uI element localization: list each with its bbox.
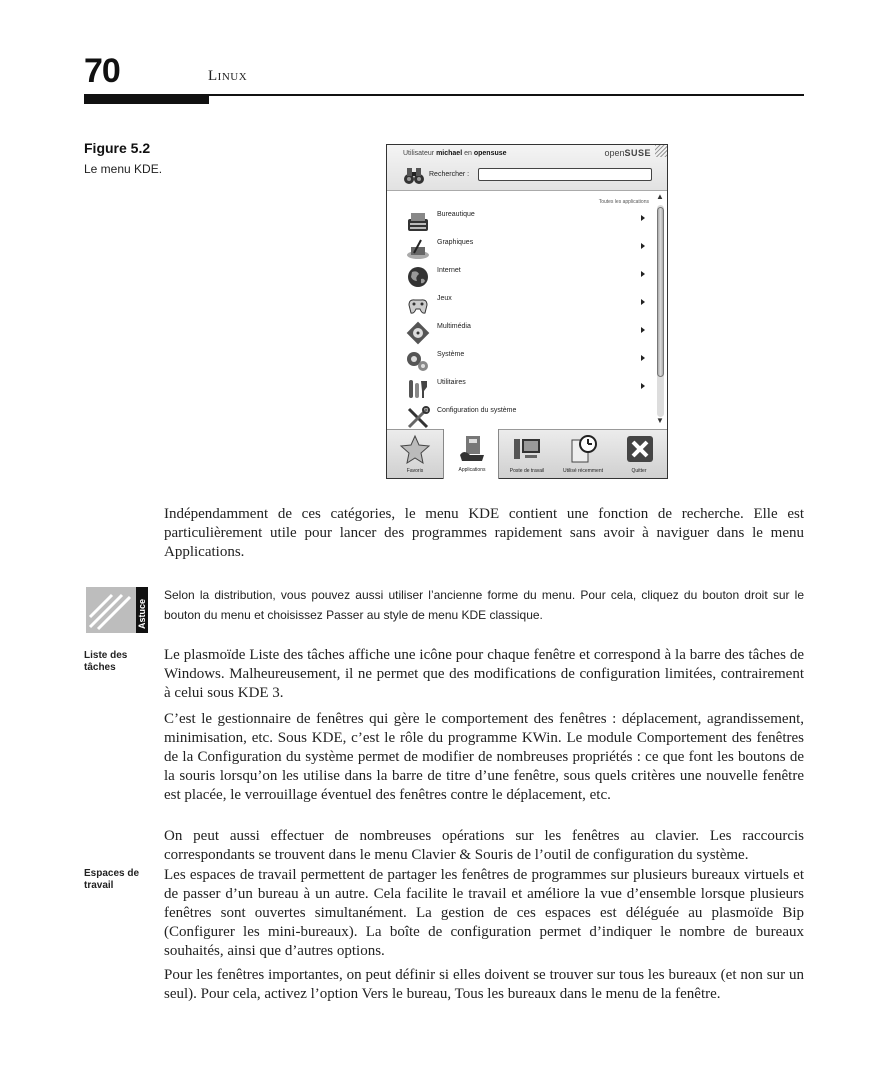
menu-item-utilitaires[interactable] <box>401 373 651 401</box>
chevron-right-icon <box>641 299 645 305</box>
margin-note-workspaces: Espaces de travail <box>84 868 140 891</box>
running-title: Linux <box>208 68 248 84</box>
paragraph-window-manager: C’est le gestionnaire de fenêtres qui gère le comportement des fenêtres : déplacement, agrandissement, minimisation, etc. Sous KDE, c’est le rôle du programme KWin. Le module Comportement des fenêtres de la Configuration du système permet de modifier de nombreuses propriétés : ce que font les boutons de la souris lorsqu’on les utilise dans la barre de titre d’une fenêtre, sous quels critères une nouvelle fenêtre est placée, le verrouillage éventuel des fenêtres contre le déplacement, etc. <box>164 711 804 803</box>
menu-item-graphiques[interactable] <box>401 233 651 261</box>
brand-prefix: open <box>604 148 625 158</box>
paragraph-task-list: Le plasmoïde Liste des tâches affiche une icône pour chaque fenêtre et correspond à la barre des tâches de Windows. Malheureusement, il ne permet que des modifications de configuration limitées, contrairement à celui sous KDE 3. <box>164 647 804 701</box>
tab-label: Favoris <box>406 468 424 474</box>
chevron-right-icon <box>641 327 645 333</box>
menu-item-label: Jeux <box>437 295 452 302</box>
tab-quitter[interactable] <box>611 430 667 479</box>
graphics-icon <box>405 237 431 261</box>
applications-icon <box>456 433 488 463</box>
kde-category-list <box>401 205 651 427</box>
scroll-down-icon[interactable]: ▼ <box>656 416 664 425</box>
paragraph-workspaces: Les espaces de travail permettent de partager les fenêtres de programmes sur plusieurs bureaux virtuels et de passer d’un bureau à un autre. Cela facilite le travail et améliore la vue d’ensemble lorsque plusieurs fenêtres sont ouvertes simultanément. La gestion de ces espaces est déléguée au plasmoïde Bip (Configurer les mini-bureaux). La boîte de configuration permet d’indiquer le nombre de bureaux souhaités, ainsi que d’autres options. <box>164 867 804 959</box>
kde-user-line <box>403 150 507 157</box>
chevron-right-icon <box>641 215 645 221</box>
paragraph-all-desktops: Pour les fenêtres importantes, on peut définir si elles doivent se trouver sur tous les bureaux (et non sur un seul). Pour cela, activez l’option Vers le bureau, Tous les bureaux dans le menu de la fenêtre. <box>164 967 804 1002</box>
tip-icon <box>86 587 148 633</box>
scroll-up-icon[interactable]: ▲ <box>656 192 664 201</box>
menu-item-label: Internet <box>437 267 461 274</box>
tab-label: Quitter <box>631 468 647 474</box>
tip-note: Selon la distribution, vous pouvez aussi utiliser l’ancienne forme du menu. Pour cela, cliquez du bouton droit sur le bouton du menu et choisissez Passer au style de menu KDE classique. <box>164 588 804 622</box>
office-icon <box>405 209 431 233</box>
kde-user-prefix: Utilisateur <box>403 150 435 157</box>
menu-item-label: Multimédia <box>437 323 471 330</box>
menu-item-bureautique[interactable] <box>401 205 651 233</box>
chevron-right-icon <box>641 355 645 361</box>
quit-icon <box>623 434 655 464</box>
kde-tab-bar <box>387 429 667 478</box>
kde-user-on: en <box>464 150 472 157</box>
figure-caption: Le menu KDE. <box>84 162 163 176</box>
menu-item-label: Bureautique <box>437 211 475 218</box>
search-label: Rechercher : <box>429 171 470 178</box>
computer-icon <box>511 434 543 464</box>
scroll-thumb[interactable] <box>657 207 664 377</box>
menu-item-jeux[interactable] <box>401 289 651 317</box>
recent-icon <box>567 434 599 464</box>
menu-item-label: Utilitaires <box>437 379 466 386</box>
multimedia-icon <box>405 321 431 345</box>
star-icon <box>399 434 431 464</box>
margin-note-task-list: Liste des tâches <box>84 650 128 673</box>
tab-poste-de-travail[interactable] <box>499 430 555 479</box>
menu-item-label: Graphiques <box>437 239 474 246</box>
chevron-right-icon <box>641 243 645 249</box>
tab-label: Utilisé récemment <box>562 468 603 474</box>
gamepad-icon <box>405 293 431 317</box>
gears-icon <box>405 349 431 373</box>
utilities-icon <box>405 377 431 401</box>
globe-icon <box>405 265 431 289</box>
tools-icon <box>405 405 431 429</box>
chevron-right-icon <box>641 271 645 277</box>
paragraph-keyboard: On peut aussi effectuer de nombreuses opérations sur les fenêtres au clavier. Les raccourcis correspondants se trouvent dans le menu Clavier & Souris de l’outil de configuration du système. <box>164 828 804 863</box>
menu-item-label: Configuration du système <box>437 407 517 414</box>
menu-item-systeme[interactable] <box>401 345 651 373</box>
binoculars-icon <box>403 164 425 186</box>
page-number: 70 <box>84 52 120 90</box>
brand-suffix: SUSE <box>624 148 651 158</box>
tab-label: Applications <box>458 467 486 473</box>
all-applications-label: Toutes les applications <box>598 199 649 205</box>
menu-item-internet[interactable] <box>401 261 651 289</box>
kde-user-name: michael <box>436 150 463 157</box>
search-input[interactable] <box>478 168 652 181</box>
header-rule-thick <box>84 94 209 104</box>
opensuse-logo <box>604 148 651 158</box>
paragraph-search: Indépendamment de ces catégories, le menu KDE contient une fonction de recherche. Elle est particulièrement utile pour lancer des programmes rapidement sans avoir à naviguer dans le menu Applications. <box>164 506 804 560</box>
resize-grip-icon[interactable] <box>655 145 667 157</box>
kde-menu-header <box>387 145 667 191</box>
kde-host-name: opensuse <box>473 150 507 157</box>
scrollbar[interactable] <box>655 193 666 429</box>
menu-item-label: Système <box>437 351 465 358</box>
menu-item-configuration[interactable] <box>401 401 651 429</box>
kde-menu-screenshot <box>386 144 668 479</box>
tab-applications[interactable] <box>443 429 499 479</box>
tab-label: Poste de travail <box>509 468 545 474</box>
chevron-right-icon <box>641 383 645 389</box>
tab-favoris[interactable] <box>387 430 443 479</box>
figure-title: Figure 5.2 <box>84 140 151 156</box>
menu-item-multimedia[interactable] <box>401 317 651 345</box>
tab-utilise-recemment[interactable] <box>555 430 611 479</box>
tip-badge: Astuce <box>137 598 147 629</box>
